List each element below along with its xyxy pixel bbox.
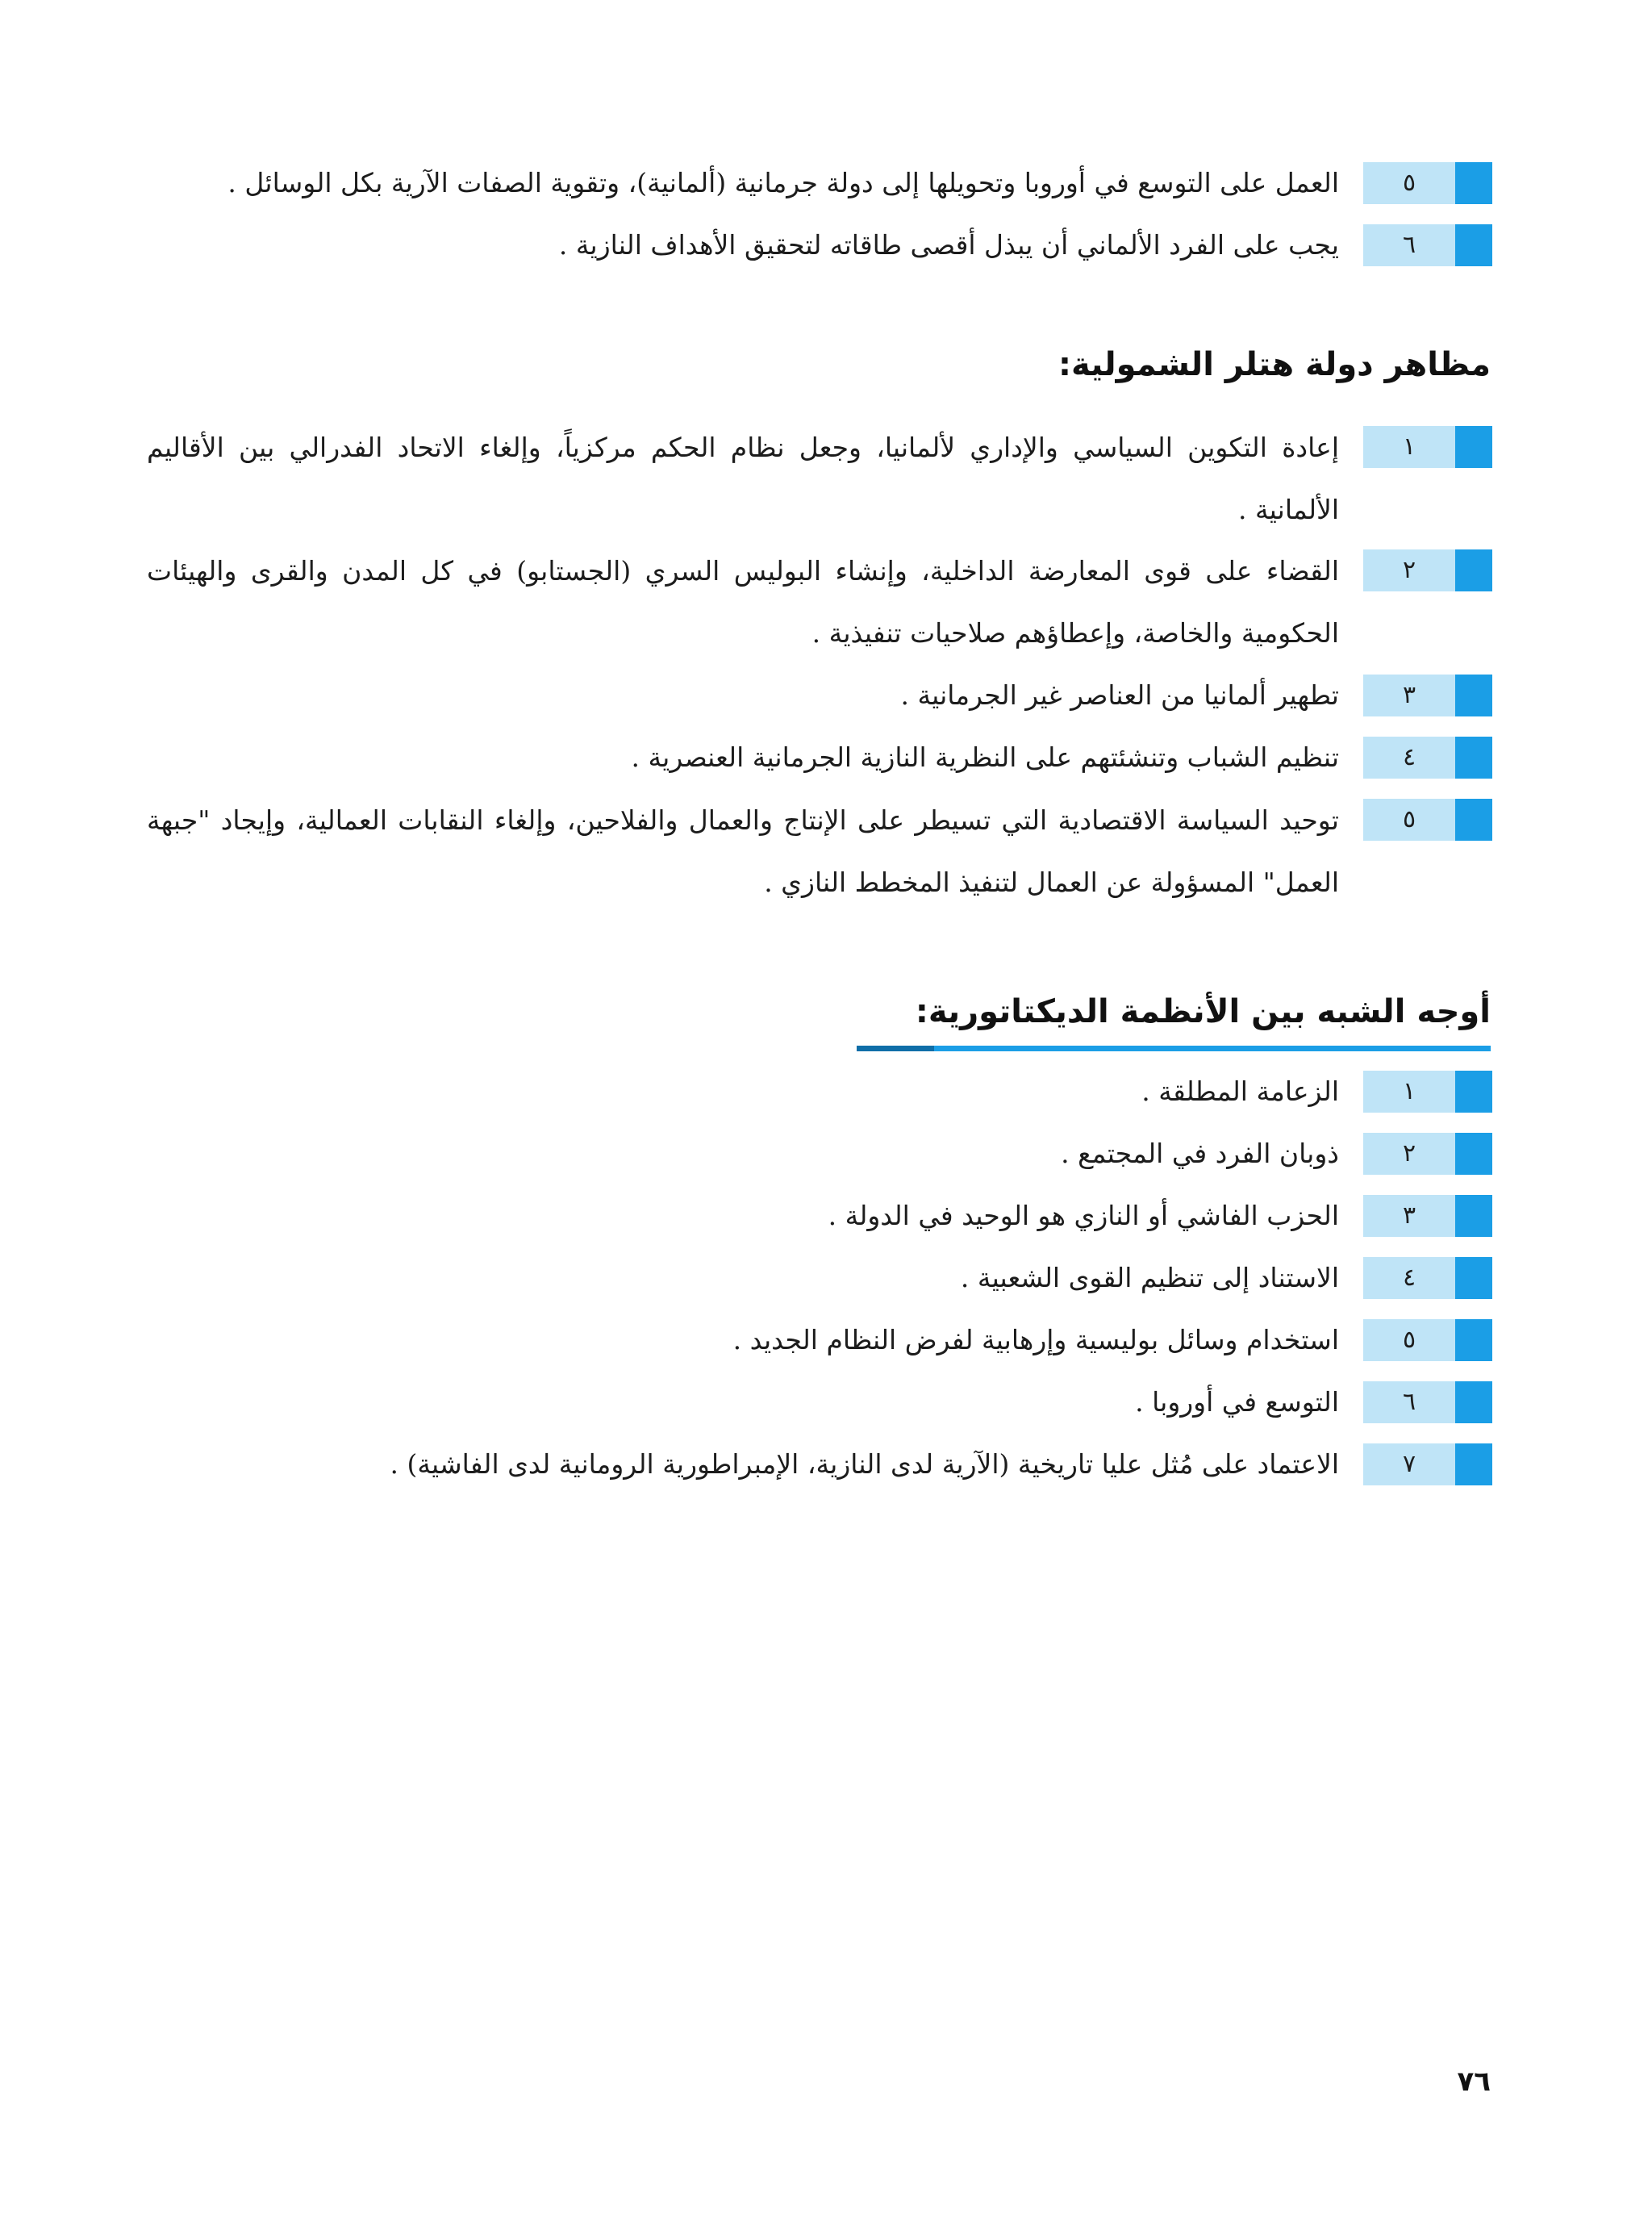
- heading-underline-accent: [857, 1046, 934, 1051]
- marker-bar: [1455, 1257, 1492, 1299]
- list-number: ٦: [1402, 231, 1416, 259]
- list-number-marker: [1362, 1257, 1492, 1299]
- marker-bar: [1455, 1443, 1492, 1485]
- marker-bar: [1455, 1195, 1492, 1237]
- list-item-text: يجب على الفرد الألماني أن يبذل أقصى طاقاته لتحقيق الأهداف النازية .: [558, 229, 1339, 261]
- list-number: ٣: [1402, 1201, 1416, 1230]
- list-number: ٥: [1402, 169, 1416, 197]
- heading-underline: [857, 1046, 1491, 1051]
- list-number-marker: [1362, 1133, 1492, 1175]
- list-item-text: توحيد السياسة الاقتصادية التي تسيطر على الإنتاج والعمال والفلاحين، وإلغاء النقابات العمالية، وإيجاد "جبهة العمل" المسؤولة عن العمال لتنفيذ المخطط النازي .: [147, 804, 1339, 898]
- marker-bar: [1455, 799, 1492, 841]
- marker-bar: [1455, 162, 1492, 204]
- list-item-text: الاعتماد على مُثل عليا تاريخية (الآرية لدى النازية، الإمبراطورية الرومانية لدى الفاشية) .: [390, 1448, 1339, 1480]
- list-number: ١: [1402, 1077, 1416, 1105]
- list-number: ٤: [1402, 1264, 1416, 1292]
- list-number-marker: [1362, 549, 1492, 591]
- list-item-text: العمل على التوسع في أوروبا وتحويلها إلى دولة جرمانية (ألمانية)، وتقوية الصفات الآرية بكل الوسائل .: [227, 167, 1339, 198]
- list-number: ٥: [1402, 1326, 1416, 1354]
- list-number-marker: [1362, 799, 1492, 841]
- list-item-text: القضاء على قوى المعارضة الداخلية، وإنشاء البوليس السري (الجستابو) في كل المدن والقرى والهيئات الحكومية والخاصة، وإعطاؤهم صلاحيات تنفيذية .: [147, 555, 1339, 649]
- list-number: ٣: [1402, 681, 1416, 709]
- list-item-text: التوسع في أوروبا .: [1135, 1386, 1339, 1418]
- list-number-marker: [1362, 1071, 1492, 1113]
- list-number-marker: [1362, 224, 1492, 266]
- marker-bar: [1455, 549, 1492, 591]
- marker-bar: [1455, 1071, 1492, 1113]
- section-heading-hitler-state: مظاهر دولة هتلر الشمولية:: [1058, 346, 1491, 383]
- list-item-text: الزعامة المطلقة .: [1141, 1076, 1339, 1107]
- marker-bar: [1455, 1381, 1492, 1423]
- list-number: ٦: [1402, 1388, 1416, 1416]
- marker-bar: [1455, 1319, 1492, 1361]
- list-number: ٢: [1402, 556, 1416, 584]
- list-item-text: الاستناد إلى تنظيم القوى الشعبية .: [960, 1262, 1339, 1293]
- marker-bar: [1455, 426, 1492, 468]
- list-number: ٧: [1402, 1450, 1416, 1478]
- page-number: ٧٦: [1457, 2066, 1491, 2098]
- list-number-marker: [1362, 1381, 1492, 1423]
- list-number-marker: [1362, 1195, 1492, 1237]
- list-number: ٤: [1402, 743, 1416, 771]
- list-item-text: الحزب الفاشي أو النازي هو الوحيد في الدولة .: [828, 1200, 1339, 1231]
- list-number-marker: [1362, 737, 1492, 779]
- marker-bar: [1455, 224, 1492, 266]
- list-number-marker: [1362, 162, 1492, 204]
- list-number-marker: [1362, 426, 1492, 468]
- list-number-marker: [1362, 675, 1492, 716]
- marker-bar: [1455, 737, 1492, 779]
- list-item-text: تطهير ألمانيا من العناصر غير الجرمانية .: [900, 679, 1339, 711]
- list-item-text: إعادة التكوين السياسي والإداري لألمانيا، وجعل نظام الحكم مركزياً، وإلغاء الاتحاد الفدرالي بين الأقاليم الألمانية .: [147, 432, 1339, 525]
- list-number-marker: [1362, 1443, 1492, 1485]
- marker-bar: [1455, 1133, 1492, 1175]
- list-item-text: تنظيم الشباب وتنشئتهم على النظرية النازية الجرمانية العنصرية .: [631, 741, 1339, 773]
- list-number: ٢: [1402, 1139, 1416, 1167]
- list-item-text: استخدام وسائل بوليسية وإرهابية لفرض النظام الجديد .: [732, 1324, 1339, 1355]
- list-number-marker: [1362, 1319, 1492, 1361]
- list-number: ١: [1402, 432, 1416, 461]
- section-heading-dictatorship-similarities: أوجه الشبه بين الأنظمة الديكتاتورية:: [915, 993, 1491, 1030]
- list-number: ٥: [1402, 805, 1416, 833]
- list-item-text: ذوبان الفرد في المجتمع .: [1061, 1138, 1339, 1169]
- marker-bar: [1455, 675, 1492, 716]
